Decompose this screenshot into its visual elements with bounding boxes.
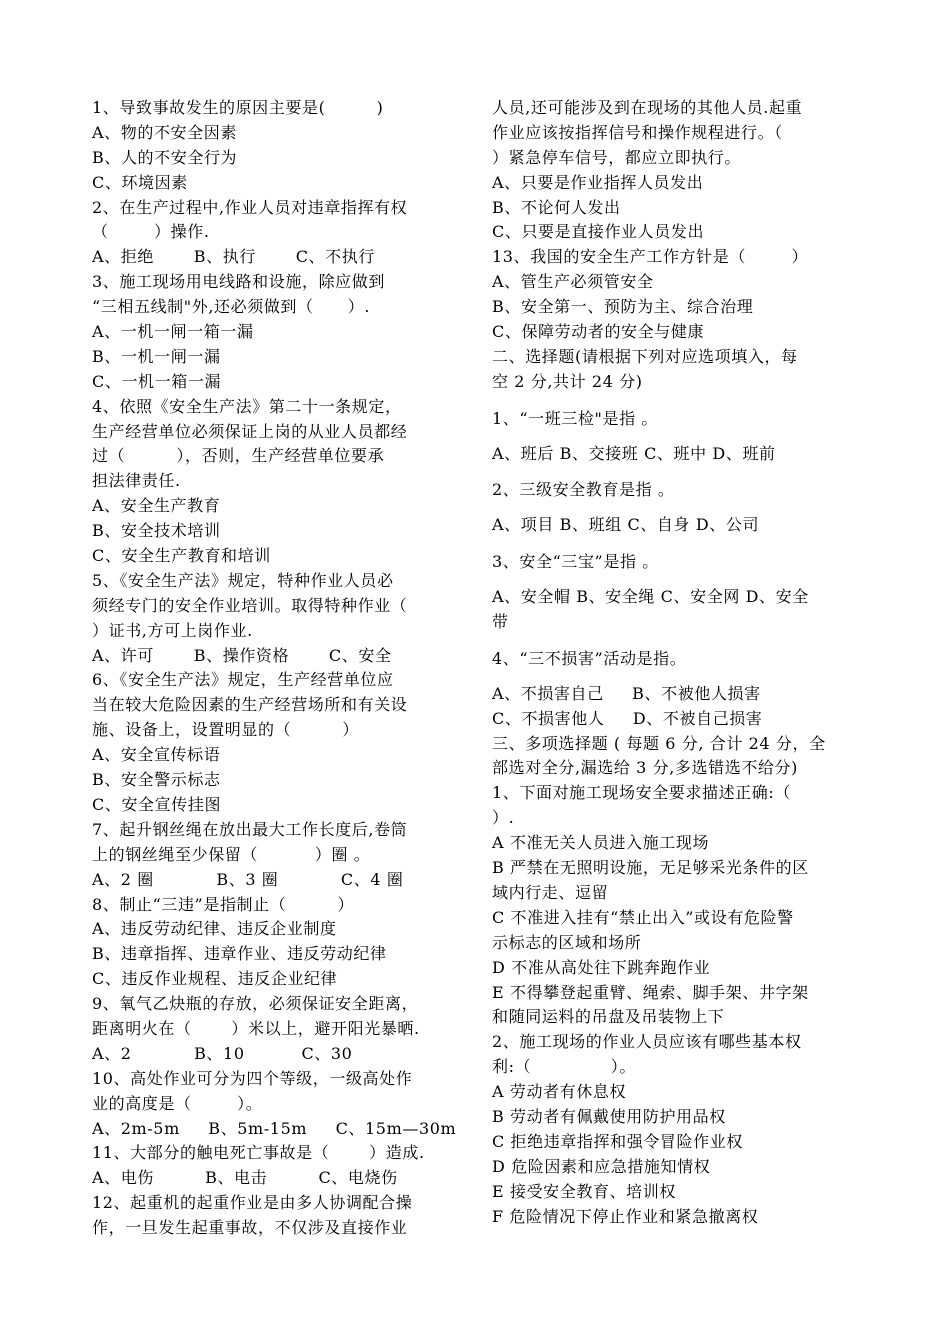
text-line: A 不准无关人员进入施工现场 bbox=[492, 833, 710, 853]
section-heading: 二、选择题(请根据下列对应选项填入，每 bbox=[492, 346, 798, 366]
text-line: 1、下面对施工现场安全要求描述正确:（ bbox=[492, 783, 791, 803]
text-line: 11、大部分的触电死亡事故是（ ）造成. bbox=[92, 1143, 425, 1163]
text-line: E 不得攀登起重臂、绳索、脚手架、井字架 bbox=[492, 982, 809, 1002]
text-line: 2、施工现场的作业人员应该有哪些基本权 bbox=[492, 1032, 802, 1052]
text-line: 3、施工现场用电线路和设施，除应做到 bbox=[92, 272, 385, 292]
text-line: A、违反劳动纪律、违反企业制度 bbox=[92, 919, 337, 939]
text-line: 和随同运料的吊盘及吊装物上下 bbox=[492, 1007, 725, 1027]
text-line: C、只要是直接作业人员发出 bbox=[492, 222, 705, 242]
text-line: C、安全生产教育和培训 bbox=[92, 546, 271, 566]
text-line: A 劳动者有休息权 bbox=[492, 1082, 627, 1102]
text-line: （ ）操作. bbox=[92, 222, 210, 242]
options-line: 带 bbox=[492, 612, 509, 632]
text-line: C 拒绝违章指挥和强令冒险作业权 bbox=[492, 1131, 743, 1151]
text-line: 7、起升钢丝绳在放出最大工作长度后,卷筒 bbox=[92, 819, 408, 839]
text-line: A、拒绝 B、执行 C、不执行 bbox=[92, 247, 375, 267]
text-line: 当在较大危险因素的生产经营场所和有关设 bbox=[92, 695, 408, 715]
text-line: B 严禁在无照明设施，无足够采光条件的区 bbox=[492, 858, 809, 878]
options-line: A、安全帽 B、安全绳 C、安全网 D、安全 bbox=[492, 587, 809, 607]
question-line: 4、“三不损害”活动是指。 bbox=[492, 648, 687, 668]
text-line: 利:（ ）。 bbox=[492, 1057, 636, 1077]
text-line: 1、导致事故发生的原因主要是( ) bbox=[92, 98, 384, 117]
text-line: A、只要是作业指挥人员发出 bbox=[492, 172, 704, 192]
text-line: F 危险情况下停止作业和紧急撤离权 bbox=[492, 1206, 759, 1226]
text-line: 5、《安全生产法》规定，特种作业人员必 bbox=[92, 570, 394, 590]
text-line: 过（ ），否则，生产经营单位要承 bbox=[92, 446, 385, 466]
right-column bbox=[492, 96, 862, 1229]
text-line: B、安全警示标志 bbox=[92, 770, 221, 790]
text-line: 须经专门的安全作业培训。取得特种作业（ bbox=[92, 595, 408, 615]
text-line: B、一机一闸一漏 bbox=[92, 346, 221, 366]
section-heading: 空 2 分,共计 24 分) bbox=[492, 371, 643, 391]
text-line: A、2m-5m B、5m-15m C、15m—30m bbox=[92, 1118, 457, 1138]
text-line: “三相五线制"外,还必须做到（ ）. bbox=[92, 297, 371, 317]
text-line: ）紧急停车信号，都应立即执行。 bbox=[492, 147, 742, 167]
text-line: 示标志的区域和场所 bbox=[492, 932, 642, 952]
text-line: C、安全宣传挂图 bbox=[92, 794, 222, 814]
text-line: A、许可 B、操作资格 C、安全 bbox=[92, 645, 392, 665]
question-line: 1、“一班三检"是指 。 bbox=[492, 408, 659, 428]
text-line: A、安全宣传标语 bbox=[92, 745, 221, 765]
text-line: B、安全技术培训 bbox=[92, 521, 221, 541]
text-line: 上的钢丝绳至少保留（ ）圈 。 bbox=[92, 844, 371, 864]
options-line: A、项目 B、班组 C、自身 D、公司 bbox=[492, 515, 760, 535]
left-column bbox=[92, 96, 462, 1241]
question-line: 3、安全“三宝”是指 。 bbox=[492, 552, 659, 572]
text-line: 距离明火在（ ）米以上，避开阳光暴晒. bbox=[92, 1018, 420, 1038]
text-line: 4、依照《安全生产法》第二十一条规定， bbox=[92, 396, 402, 416]
text-line: D 不准从高处往下跳奔跑作业 bbox=[492, 957, 711, 977]
text-line: 6、《安全生产法》规定，生产经营单位应 bbox=[92, 670, 394, 690]
text-line: B 劳动者有佩戴使用防护用品权 bbox=[492, 1106, 726, 1126]
text-line: B、人的不安全行为 bbox=[92, 147, 238, 167]
text-line: A、安全生产教育 bbox=[92, 496, 221, 516]
text-line: 作，一旦发生起重事故，不仅涉及直接作业 bbox=[92, 1218, 408, 1238]
text-line: 2、在生产过程中,作业人员对违章指挥有权 bbox=[92, 197, 408, 217]
section-heading: 部选对全分,漏选给 3 分,多选错选不给分) bbox=[492, 758, 798, 778]
text-line: 人员,还可能涉及到在现场的其他人员.起重 bbox=[492, 98, 803, 117]
text-line: A、电伤 B、电击 C、电烧伤 bbox=[92, 1168, 398, 1188]
text-line: E 接受安全教育、培训权 bbox=[492, 1181, 676, 1201]
text-line: 生产经营单位必须保证上岗的从业人员都经 bbox=[92, 421, 408, 441]
options-line: A、班后 B、交接班 C、班中 D、班前 bbox=[492, 443, 776, 463]
text-line: 域内行走、逗留 bbox=[492, 882, 609, 902]
options-line: C、不损害他人 D、不被自己损害 bbox=[492, 708, 763, 728]
text-line: 担法律责任. bbox=[92, 471, 181, 491]
text-line: B、违章指挥、违章作业、违反劳动纪律 bbox=[92, 944, 387, 964]
text-line: B、不论何人发出 bbox=[492, 197, 621, 217]
options-line: A、不损害自己 B、不被他人损害 bbox=[492, 683, 761, 703]
text-line: 9、氧气乙炔瓶的存放，必须保证安全距离， bbox=[92, 994, 419, 1014]
text-line: 10、高处作业可分为四个等级，一级高处作 bbox=[92, 1068, 413, 1088]
text-line: C、保障劳动者的安全与健康 bbox=[492, 322, 705, 342]
text-line: B、安全第一、预防为主、综合治理 bbox=[492, 297, 754, 317]
text-line: 13、我国的安全生产工作方针是（ ） bbox=[492, 247, 809, 267]
text-line: A、管生产必须管安全 bbox=[492, 272, 654, 292]
text-line: 12、起重机的起重作业是由多人协调配合操 bbox=[92, 1193, 413, 1213]
text-line: ）证书,方可上岗作业. bbox=[92, 620, 253, 640]
text-line: 施、设备上，设置明显的（ ） bbox=[92, 720, 359, 740]
text-line: 作业应该按指挥信号和操作规程进行。（ bbox=[492, 122, 783, 142]
question-line: 2、三级安全教育是指 。 bbox=[492, 480, 675, 500]
text-line: C、一机一箱一漏 bbox=[92, 371, 222, 391]
text-line: C、环境因素 bbox=[92, 172, 188, 192]
text-line: A、2 圈 B、3 圈 C、4 圈 bbox=[92, 869, 404, 889]
text-line: 业的高度是（ ）。 bbox=[92, 1093, 263, 1113]
text-line: 8、制止“三违”是指制止（ ） bbox=[92, 894, 355, 914]
text-line: D 危险因素和应急措施知情权 bbox=[492, 1156, 711, 1176]
text-line: C 不准进入挂有“禁止出入”或设有危险警 bbox=[492, 907, 794, 927]
text-line: C、违反作业规程、违反企业纪律 bbox=[92, 969, 338, 989]
section-heading: 三、多项选择题 ( 每题 6 分, 合计 24 分，全 bbox=[492, 733, 826, 753]
text-line: A、物的不安全因素 bbox=[92, 122, 237, 142]
text-line: A、2 B、10 C、30 bbox=[92, 1043, 353, 1063]
text-line: A、一机一闸一箱一漏 bbox=[92, 322, 254, 342]
text-line: ）. bbox=[492, 808, 515, 828]
